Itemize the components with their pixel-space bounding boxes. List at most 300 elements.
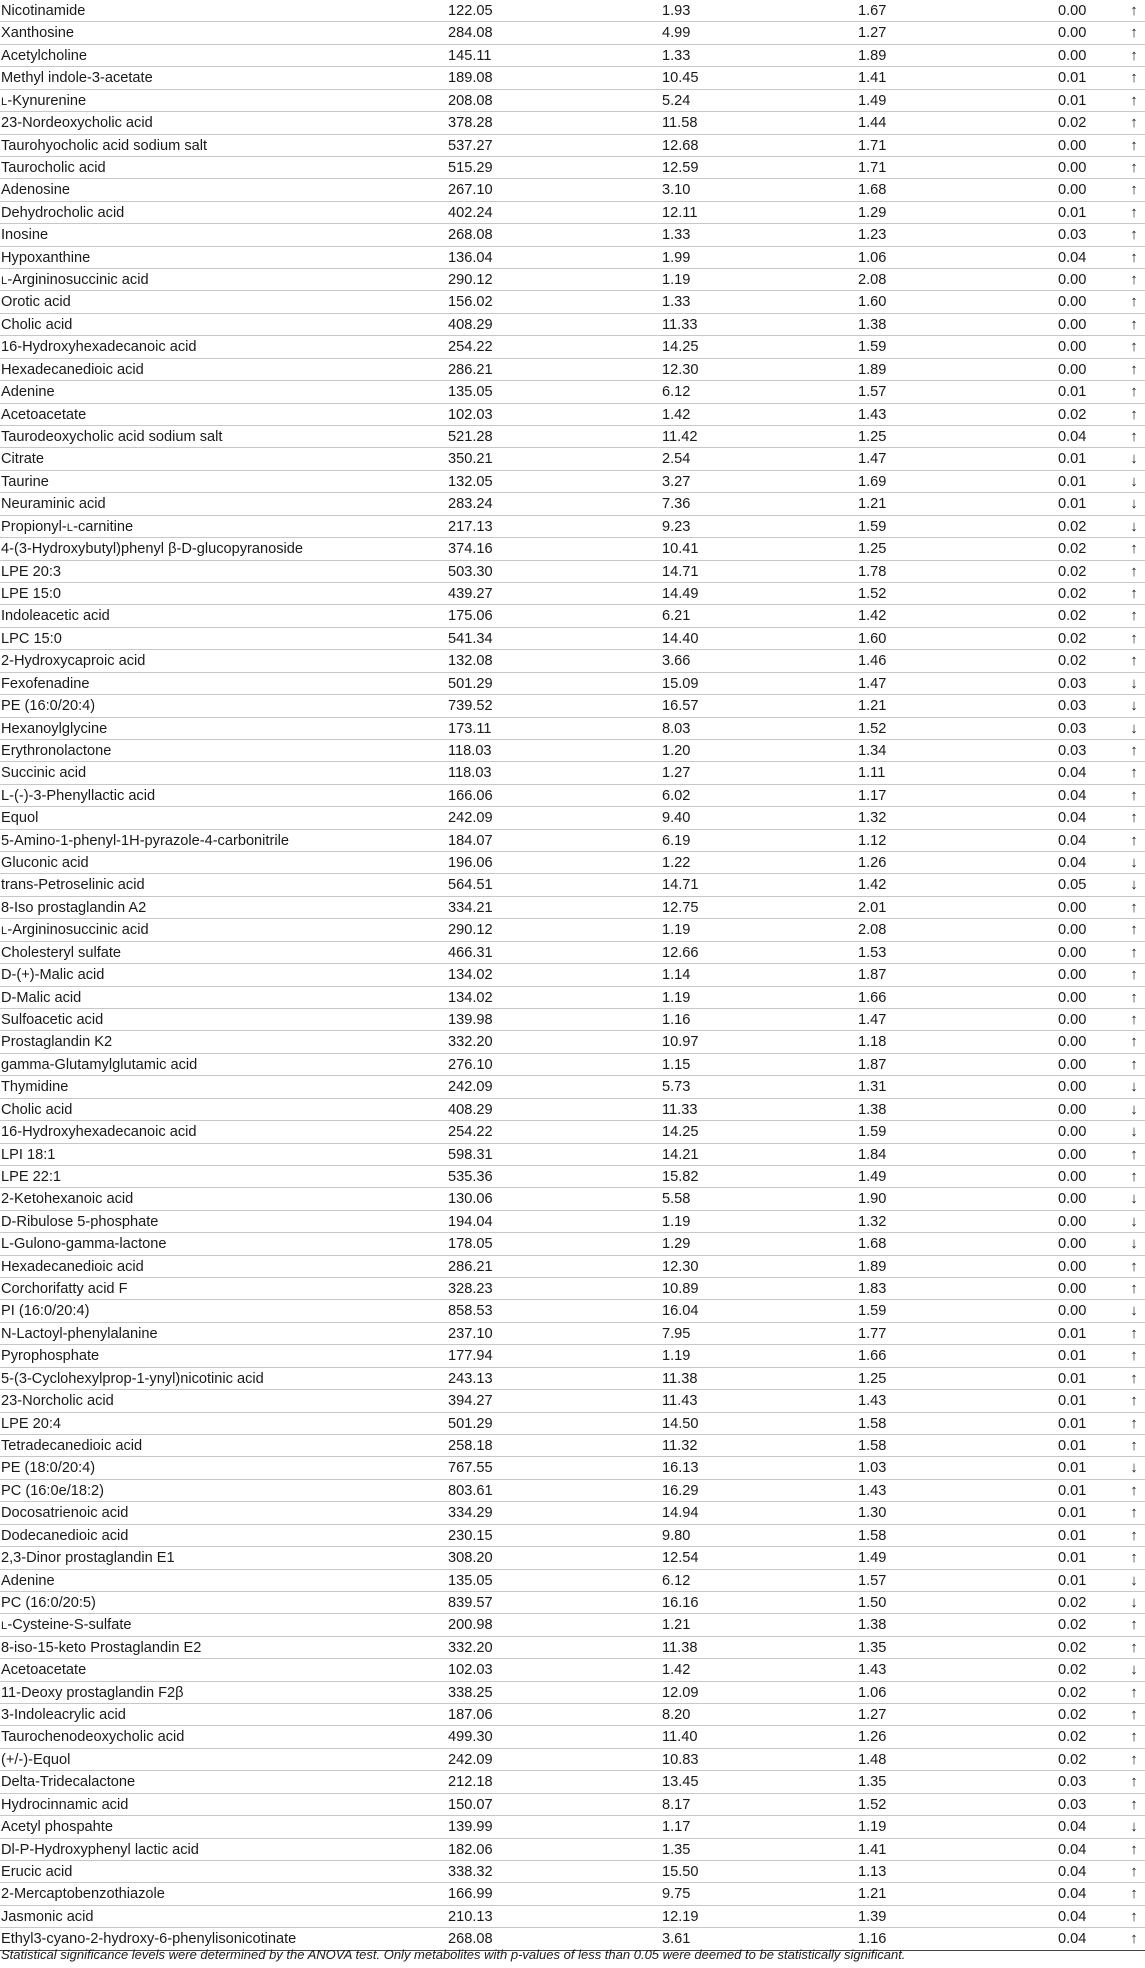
vip-value: 1.32 <box>858 810 887 827</box>
p-value: 0.04 <box>1058 832 1087 849</box>
retention-time: 11.33 <box>662 316 698 333</box>
mz-value: 118.03 <box>448 765 492 782</box>
p-value: 0.04 <box>1058 1864 1087 1881</box>
metabolite-name: N-Lactoyl-phenylalanine <box>1 1325 158 1342</box>
vip-value: 1.32 <box>858 1213 887 1230</box>
vip-value: 1.47 <box>858 451 887 468</box>
trend-arrow-icon: ↑ <box>1130 629 1138 647</box>
p-value: 0.00 <box>1058 1124 1087 1141</box>
vip-value: 1.27 <box>858 25 887 42</box>
mz-value: 242.09 <box>448 1079 493 1096</box>
table-row <box>0 1771 1145 1793</box>
mz-value: 175.06 <box>448 608 493 625</box>
vip-value: 1.67 <box>858 3 887 19</box>
metabolite-name: Cholic acid <box>1 1101 73 1118</box>
p-value: 0.00 <box>1058 159 1087 176</box>
vip-value: 1.48 <box>858 1751 887 1768</box>
retention-time: 1.42 <box>662 1662 691 1679</box>
table-row <box>0 269 1145 291</box>
vip-value: 2.01 <box>858 899 887 916</box>
small-caps-prefix: L <box>66 521 74 534</box>
metabolite-name: Dodecanedioic acid <box>1 1527 129 1544</box>
metabolite-name: 2,3-Dinor prostaglandin E1 <box>1 1550 175 1567</box>
table-row <box>0 1368 1145 1390</box>
retention-time: 6.19 <box>662 832 691 849</box>
metabolite-name: Sulfoacetic acid <box>1 1011 104 1028</box>
vip-value: 1.43 <box>858 1482 887 1499</box>
table-row <box>0 202 1145 224</box>
metabolite-name: LPC 15:0 <box>1 630 62 647</box>
table-row <box>0 179 1145 201</box>
table-row <box>0 785 1145 807</box>
mz-value: 150.07 <box>448 1796 493 1813</box>
table-row <box>0 1435 1145 1457</box>
retention-time: 16.29 <box>662 1482 699 1499</box>
table-row <box>0 448 1145 470</box>
trend-arrow-icon: ↑ <box>1130 943 1138 961</box>
trend-arrow-icon: ↑ <box>1130 1549 1138 1567</box>
mz-value: 139.98 <box>448 1011 493 1028</box>
mz-value: 408.29 <box>448 316 493 333</box>
p-value: 0.01 <box>1058 70 1087 87</box>
metabolite-name: Taurohyocholic acid sodium salt <box>1 137 208 154</box>
p-value: 0.00 <box>1058 137 1087 154</box>
mz-value: 132.08 <box>448 653 493 670</box>
trend-arrow-icon: ↓ <box>1130 1235 1138 1253</box>
p-value: 0.00 <box>1058 989 1087 1006</box>
metabolite-name: Erucic acid <box>1 1864 73 1881</box>
table-row <box>0 1502 1145 1524</box>
p-value: 0.00 <box>1058 899 1087 916</box>
vip-value: 1.78 <box>858 563 887 580</box>
p-value: 0.04 <box>1058 1908 1087 1925</box>
metabolite-name: LPE 20:3 <box>1 563 62 580</box>
retention-time: 9.23 <box>662 518 691 535</box>
mz-value: 276.10 <box>448 1056 493 1073</box>
p-value: 0.01 <box>1058 1348 1087 1365</box>
p-value: 0.00 <box>1058 1258 1087 1275</box>
retention-time: 11.42 <box>662 429 698 446</box>
p-value: 0.02 <box>1058 1729 1087 1746</box>
metabolite-name: LPE 20:4 <box>1 1415 62 1432</box>
vip-value: 1.38 <box>858 316 887 333</box>
mz-value: 187.06 <box>448 1707 493 1724</box>
retention-time: 1.27 <box>662 765 691 782</box>
vip-value: 1.53 <box>858 944 887 961</box>
table-row <box>0 830 1145 852</box>
table-row <box>0 224 1145 246</box>
table-row <box>0 45 1145 67</box>
trend-arrow-icon: ↑ <box>1130 203 1138 221</box>
mz-value: 537.27 <box>448 137 493 154</box>
p-value: 0.01 <box>1058 204 1087 221</box>
trend-arrow-icon: ↓ <box>1130 517 1138 535</box>
metabolite-name: 16-Hydroxyhexadecanoic acid <box>1 339 197 356</box>
metabolite-name: Equol <box>1 810 39 827</box>
trend-arrow-icon: ↓ <box>1130 1078 1138 1096</box>
retention-time: 1.17 <box>662 1819 691 1836</box>
retention-time: 1.42 <box>662 406 691 423</box>
mz-value: 283.24 <box>448 496 493 513</box>
vip-value: 1.60 <box>858 630 887 647</box>
metabolite-name: Cholic acid <box>1 316 73 333</box>
retention-time: 10.45 <box>662 70 699 87</box>
mz-value: 308.20 <box>448 1550 493 1567</box>
vip-value: 1.35 <box>858 1774 887 1791</box>
p-value: 0.01 <box>1058 1325 1087 1342</box>
metabolite-name <box>1 90 86 113</box>
mz-value: 242.09 <box>448 810 493 827</box>
table-row <box>0 897 1145 919</box>
vip-value: 1.31 <box>858 1079 887 1096</box>
mz-value: 212.18 <box>448 1774 493 1791</box>
p-value: 0.01 <box>1058 384 1087 401</box>
mz-value: 598.31 <box>448 1146 493 1163</box>
metabolite-name: Erythronolactone <box>1 742 112 759</box>
mz-value: 839.57 <box>448 1594 493 1611</box>
mz-value: 499.30 <box>448 1729 493 1746</box>
trend-arrow-icon: ↓ <box>1130 1593 1138 1611</box>
p-value: 0.00 <box>1058 316 1087 333</box>
vip-value: 1.89 <box>858 361 887 378</box>
table-row <box>0 1278 1145 1300</box>
trend-arrow-icon: ↓ <box>1130 854 1138 872</box>
table-row <box>0 1839 1145 1861</box>
p-value: 0.00 <box>1058 1303 1087 1320</box>
metabolite-name: D-Ribulose 5-phosphate <box>1 1213 159 1230</box>
trend-arrow-icon: ↑ <box>1130 383 1138 401</box>
vip-value: 1.21 <box>858 496 887 513</box>
retention-time: 7.36 <box>662 496 691 513</box>
p-value: 0.03 <box>1058 698 1087 715</box>
trend-arrow-icon: ↑ <box>1130 226 1138 244</box>
p-value: 0.03 <box>1058 742 1087 759</box>
table-row <box>0 942 1145 964</box>
trend-arrow-icon: ↑ <box>1130 1840 1138 1858</box>
table-row <box>0 964 1145 986</box>
retention-time: 10.83 <box>662 1751 699 1768</box>
table-row <box>0 583 1145 605</box>
p-value: 0.00 <box>1058 967 1087 984</box>
mz-value: 334.21 <box>448 899 493 916</box>
retention-time: 5.73 <box>662 1079 691 1096</box>
table-row <box>0 807 1145 829</box>
retention-time: 1.19 <box>662 1348 691 1365</box>
vip-value: 1.66 <box>858 1348 887 1365</box>
vip-value: 1.52 <box>858 720 887 737</box>
table-row <box>0 1166 1145 1188</box>
vip-value: 1.68 <box>858 182 887 199</box>
trend-arrow-icon: ↑ <box>1130 652 1138 670</box>
trend-arrow-icon: ↑ <box>1130 1907 1138 1925</box>
retention-time: 12.09 <box>662 1684 699 1701</box>
metabolite-name: Dehydrocholic acid <box>1 204 125 221</box>
trend-arrow-icon: ↑ <box>1130 1010 1138 1028</box>
metabolite-name: PC (16:0/20:5) <box>1 1594 96 1611</box>
trend-arrow-icon: ↑ <box>1130 988 1138 1006</box>
p-value: 0.01 <box>1058 451 1087 468</box>
retention-time: 2.54 <box>662 451 691 468</box>
retention-time: 1.14 <box>662 967 691 984</box>
metabolite-name: Xanthosine <box>1 25 75 42</box>
mz-value: 237.10 <box>448 1325 493 1342</box>
mz-value: 408.29 <box>448 1101 493 1118</box>
trend-arrow-icon: ↑ <box>1130 1616 1138 1634</box>
trend-arrow-icon: ↑ <box>1130 248 1138 266</box>
table-row <box>0 1233 1145 1255</box>
p-value: 0.00 <box>1058 1146 1087 1163</box>
table-row <box>0 1637 1145 1659</box>
metabolite-name: Hexanoylglycine <box>1 720 108 737</box>
table-row <box>0 1390 1145 1412</box>
trend-arrow-icon: ↑ <box>1130 1706 1138 1724</box>
vip-value: 1.35 <box>858 1639 887 1656</box>
small-caps-prefix: L <box>1 1620 8 1633</box>
p-value: 0.00 <box>1058 1168 1087 1185</box>
metabolite-name: Acetoacetate <box>1 1662 87 1679</box>
retention-time: 3.10 <box>662 182 691 199</box>
retention-time: 9.40 <box>662 810 691 827</box>
table-row <box>0 1345 1145 1367</box>
table-row <box>0 628 1145 650</box>
trend-arrow-icon: ↑ <box>1130 1885 1138 1903</box>
metabolite-name: Hexadecanedioic acid <box>1 361 144 378</box>
trend-arrow-icon: ↑ <box>1130 1280 1138 1298</box>
vip-value: 1.66 <box>858 989 887 1006</box>
p-value: 0.00 <box>1058 1281 1087 1298</box>
table-row <box>0 404 1145 426</box>
metabolite-name-part: -Argininosuccinic acid <box>7 922 149 939</box>
p-value: 0.00 <box>1058 25 1087 42</box>
vip-value: 1.16 <box>858 1931 887 1948</box>
table-row <box>0 1547 1145 1569</box>
p-value: 0.01 <box>1058 496 1087 513</box>
vip-value: 1.90 <box>858 1191 887 1208</box>
table-row <box>0 1906 1145 1928</box>
metabolite-name: D-(+)-Malic acid <box>1 967 105 984</box>
p-value: 0.03 <box>1058 1796 1087 1813</box>
vip-value: 1.52 <box>858 1796 887 1813</box>
retention-time: 11.40 <box>662 1729 698 1746</box>
p-value: 0.04 <box>1058 787 1087 804</box>
trend-arrow-icon: ↑ <box>1130 764 1138 782</box>
mz-value: 217.13 <box>448 518 493 535</box>
retention-time: 1.20 <box>662 742 691 759</box>
p-value: 0.01 <box>1058 1415 1087 1432</box>
trend-arrow-icon: ↑ <box>1130 540 1138 558</box>
trend-arrow-icon: ↑ <box>1130 786 1138 804</box>
trend-arrow-icon: ↑ <box>1130 898 1138 916</box>
vip-value: 1.19 <box>858 1819 887 1836</box>
table-row <box>0 90 1145 112</box>
trend-arrow-icon: ↑ <box>1130 360 1138 378</box>
trend-arrow-icon: ↑ <box>1130 966 1138 984</box>
p-value: 0.04 <box>1058 1886 1087 1903</box>
metabolite-name: Adenine <box>1 1572 55 1589</box>
retention-time: 11.38 <box>662 1370 698 1387</box>
p-value: 0.00 <box>1058 922 1087 939</box>
vip-value: 1.47 <box>858 1011 887 1028</box>
retention-time: 16.16 <box>662 1594 699 1611</box>
retention-time: 9.80 <box>662 1527 691 1544</box>
mz-value: 134.02 <box>448 967 493 984</box>
metabolite-name: D-Malic acid <box>1 989 82 1006</box>
metabolite-name: Acetoacetate <box>1 406 87 423</box>
retention-time: 3.61 <box>662 1931 691 1948</box>
metabolite-name: Succinic acid <box>1 765 87 782</box>
table-row <box>0 1794 1145 1816</box>
metabolite-name-part: -carnitine <box>73 518 134 535</box>
retention-time: 14.71 <box>662 563 699 580</box>
trend-arrow-icon: ↑ <box>1130 562 1138 580</box>
trend-arrow-icon: ↑ <box>1130 1055 1138 1073</box>
mz-value: 332.20 <box>448 1034 493 1051</box>
table-row <box>0 247 1145 269</box>
mz-value: 350.21 <box>448 451 493 468</box>
vip-value: 1.71 <box>858 159 887 176</box>
metabolite-name: L-Gulono-gamma-lactone <box>1 1236 167 1253</box>
retention-time: 15.50 <box>662 1864 699 1881</box>
metabolite-name: 5-(3-Cyclohexylprop-1-ynyl)nicotinic acid <box>1 1370 264 1387</box>
mz-value: 267.10 <box>448 182 493 199</box>
vip-value: 1.77 <box>858 1325 887 1342</box>
vip-value: 1.23 <box>858 227 887 244</box>
table-row <box>0 762 1145 784</box>
trend-arrow-icon: ↑ <box>1130 293 1138 311</box>
table-row <box>0 22 1145 44</box>
p-value: 0.01 <box>1058 1527 1087 1544</box>
trend-arrow-icon: ↑ <box>1130 1863 1138 1881</box>
metabolite-name: Citrate <box>1 451 44 468</box>
trend-arrow-icon: ↓ <box>1130 450 1138 468</box>
trend-arrow-icon: ↑ <box>1130 1750 1138 1768</box>
p-value: 0.02 <box>1058 518 1087 535</box>
retention-time: 15.82 <box>662 1168 699 1185</box>
vip-value: 1.84 <box>858 1146 887 1163</box>
vip-value: 1.41 <box>858 70 887 87</box>
table-row <box>0 605 1145 627</box>
p-value: 0.02 <box>1058 1662 1087 1679</box>
trend-arrow-icon: ↑ <box>1130 1437 1138 1454</box>
metabolite-name: 2-Mercaptobenzothiazole <box>1 1886 165 1903</box>
vip-value: 1.68 <box>858 1236 887 1253</box>
mz-value: 394.27 <box>448 1393 493 1410</box>
mz-value: 541.34 <box>448 630 493 647</box>
mz-value: 136.04 <box>448 249 493 266</box>
vip-value: 1.60 <box>858 294 887 311</box>
p-value: 0.02 <box>1058 541 1087 558</box>
vip-value: 1.83 <box>858 1281 887 1298</box>
p-value: 0.03 <box>1058 227 1087 244</box>
retention-time: 4.99 <box>662 25 691 42</box>
metabolite-name: 11-Deoxy prostaglandin F2β <box>1 1684 184 1701</box>
metabolite-name: Dl-P-Hydroxyphenyl lactic acid <box>1 1841 199 1858</box>
vip-value: 1.06 <box>858 1684 887 1701</box>
mz-value: 210.13 <box>448 1908 493 1925</box>
p-value: 0.00 <box>1058 1034 1087 1051</box>
table-row <box>0 1614 1145 1636</box>
vip-value: 1.21 <box>858 698 887 715</box>
small-caps-prefix: L <box>1 275 8 288</box>
retention-time: 12.68 <box>662 137 699 154</box>
mz-value: 564.51 <box>448 877 493 894</box>
table-row <box>0 1704 1145 1726</box>
p-value: 0.01 <box>1058 1370 1087 1387</box>
metabolite-name: Acetyl phospahte <box>1 1819 113 1836</box>
trend-arrow-icon: ↑ <box>1130 24 1138 42</box>
vip-value: 1.12 <box>858 832 887 849</box>
p-value: 0.00 <box>1058 361 1087 378</box>
metabolite-name: 8-Iso prostaglandin A2 <box>1 899 147 916</box>
trend-arrow-icon: ↑ <box>1130 158 1138 176</box>
retention-time: 12.59 <box>662 159 699 176</box>
trend-arrow-icon: ↓ <box>1130 1818 1138 1836</box>
vip-value: 1.42 <box>858 877 887 894</box>
vip-value: 1.38 <box>858 1101 887 1118</box>
trend-arrow-icon: ↑ <box>1130 1683 1138 1701</box>
p-value: 0.00 <box>1058 1011 1087 1028</box>
p-value: 0.01 <box>1058 1393 1087 1410</box>
p-value: 0.04 <box>1058 429 1087 446</box>
p-value: 0.00 <box>1058 3 1087 19</box>
vip-value: 1.18 <box>858 1034 887 1051</box>
metabolite-name: Tetradecanedioic acid <box>1 1438 143 1454</box>
vip-value: 1.21 <box>858 1886 887 1903</box>
table-row <box>0 1592 1145 1614</box>
table-row <box>0 1121 1145 1143</box>
trend-arrow-icon: ↓ <box>1130 1212 1138 1230</box>
metabolite-name: 2-Ketohexanoic acid <box>1 1191 134 1208</box>
retention-time: 1.99 <box>662 249 691 266</box>
p-value: 0.03 <box>1058 1774 1087 1791</box>
table-row <box>0 1457 1145 1479</box>
table-row <box>0 852 1145 874</box>
metabolite-name: Hydrocinnamic acid <box>1 1796 129 1813</box>
retention-time: 14.25 <box>662 1124 699 1141</box>
retention-time: 9.75 <box>662 1886 691 1903</box>
mz-value: 378.28 <box>448 115 493 132</box>
metabolite-name: Inosine <box>1 227 49 244</box>
table-row <box>0 135 1145 157</box>
vip-value: 1.59 <box>858 1303 887 1320</box>
trend-arrow-icon: ↑ <box>1130 921 1138 939</box>
metabolite-name: 23-Nordeoxycholic acid <box>1 115 153 132</box>
vip-value: 1.44 <box>858 115 887 132</box>
mz-value: 173.11 <box>448 720 492 737</box>
metabolite-name: 16-Hydroxyhexadecanoic acid <box>1 1124 197 1141</box>
metabolite-name <box>1 269 149 292</box>
metabolite-name: Corchorifatty acid F <box>1 1281 128 1298</box>
trend-arrow-icon: ↓ <box>1130 697 1138 715</box>
trend-arrow-icon: ↑ <box>1130 1638 1138 1656</box>
retention-time: 1.22 <box>662 855 691 872</box>
trend-arrow-icon: ↑ <box>1130 315 1138 333</box>
retention-time: 1.21 <box>662 1617 691 1634</box>
table-row <box>0 1413 1145 1435</box>
metabolite-name-part: -Cysteine-S-sulfate <box>7 1617 132 1634</box>
trend-arrow-icon: ↑ <box>1130 809 1138 827</box>
mz-value: 254.22 <box>448 339 493 356</box>
trend-arrow-icon: ↑ <box>1130 1728 1138 1746</box>
table-row <box>0 1323 1145 1345</box>
metabolite-name: 8-iso-15-keto Prostaglandin E2 <box>1 1639 202 1656</box>
p-value: 0.02 <box>1058 1617 1087 1634</box>
vip-value: 1.43 <box>858 1393 887 1410</box>
mz-value: 286.21 <box>448 1258 493 1275</box>
table-row <box>0 67 1145 89</box>
p-value: 0.02 <box>1058 630 1087 647</box>
trend-arrow-icon: ↑ <box>1130 1526 1138 1544</box>
